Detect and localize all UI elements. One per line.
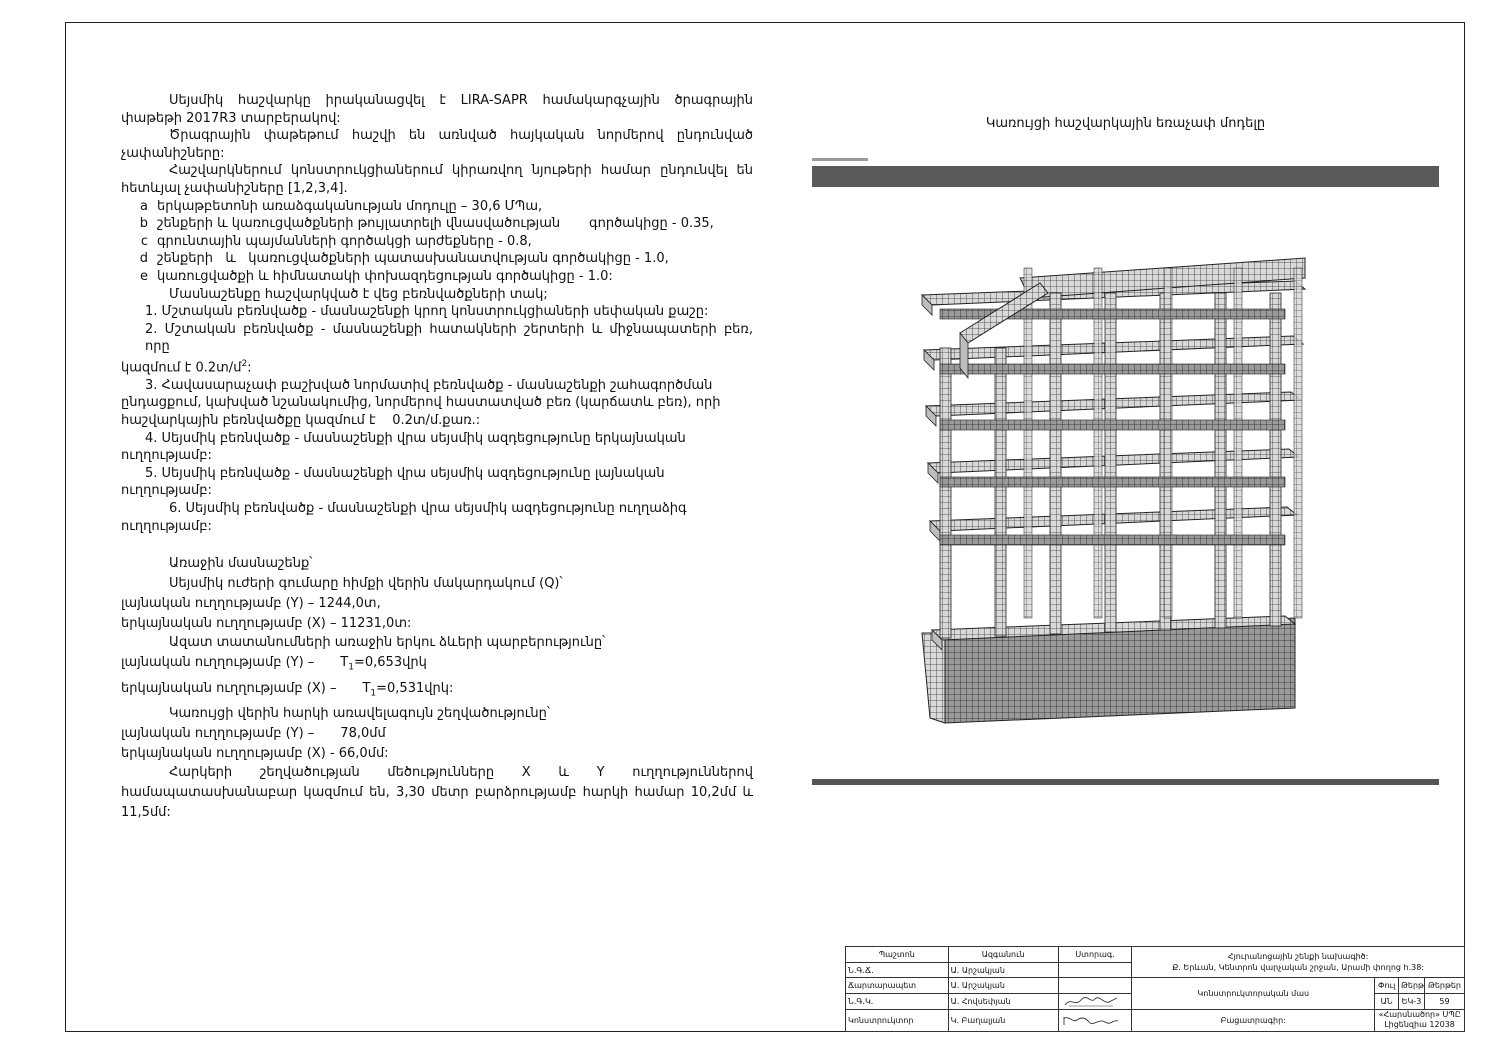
criterion-label: d <box>139 251 148 267</box>
criterion-text: շենքերի և կառուցվածքների պատասխանատվության գործակիցը - 1.0, <box>157 251 669 267</box>
signature-mark <box>1061 995 1121 1008</box>
row-name: Ա. Արշակյան <box>948 978 1058 994</box>
row-name: Ա. Արշակյան <box>948 962 1058 978</box>
row-position: Ճարտարապետ <box>846 978 949 994</box>
row-position: Ն.Գ.Կ. <box>846 994 949 1010</box>
calc-line-1: Հաշվարկներում կոնստրուկցիաներում կիրառվող նյութերի համար ընդունվել են <box>169 163 753 179</box>
intro-line-2: փաթեթի 2017R3 տարբերակով: <box>121 110 341 126</box>
calc-line-2: հետևյալ չափանիշները [1,2,3,4]. <box>121 180 348 196</box>
header-position: Պաշտոն <box>846 947 949 963</box>
column <box>1050 293 1061 634</box>
period-y-line <box>121 653 753 678</box>
floor-beam <box>940 364 1285 374</box>
company-cell <box>1375 1009 1465 1031</box>
back-column <box>1234 268 1242 618</box>
disp-y-label: լայնական ուղղությամբ (Y) – <box>121 725 315 741</box>
model-caption: Կառույցի հաշվարկային եռաչափ մոդելը <box>985 116 1266 131</box>
drift-line-2: համապատասխանաբար կազմում են, 3,30 մետր բարձրությամբ հարկի համար 10,2մմ և <box>121 785 753 801</box>
disp-y-line <box>121 724 753 744</box>
floor-beam <box>940 420 1285 430</box>
load-1: 1. Մշտական բեռնվածք - մասնաշենքի կրող կոնստրուկցիաների սեփական քաշը: <box>145 304 709 320</box>
disp-x-line: երկայնական ուղղությամբ (X) - 66,0մմ: <box>121 745 389 761</box>
criterion-label: e <box>140 268 148 284</box>
criterion-label: c <box>140 233 148 249</box>
criterion-text: կառուցվածքի և հիմնատակի փոխազդեցության գործակիցը - 1.0: <box>157 268 613 284</box>
row-signature <box>1058 978 1131 994</box>
period-y-sub: 1 <box>348 662 354 673</box>
load-2-end: : <box>247 360 252 376</box>
intro-line-1: Սեյսմիկ հաշվարկը իրականացվել է LIRA-SAPR համակարգչային ծրագրային <box>169 93 753 108</box>
back-column <box>1024 268 1032 618</box>
norms-line-1: Ծրագրային փաթեթում հաշվի են առնված հայկական նորմերով ընդունված <box>169 128 753 144</box>
period-x-line <box>121 679 753 704</box>
period-y-value: =0,653վրկ <box>353 655 427 671</box>
period-y-label: լայնական ուղղությամբ (Y) – <box>121 655 315 671</box>
company-name: «Հարսնածոր» ՍՊԸ <box>1378 1010 1461 1020</box>
header-sheets: Թերթեր <box>1424 978 1464 994</box>
criterion-label: b <box>139 216 148 232</box>
column <box>995 348 1006 636</box>
period-x-symbol: T <box>362 680 371 696</box>
first-block-heading: Առաջին մասնաշենք՝ <box>169 556 313 572</box>
row-position: Ն.Գ.Ճ. <box>846 962 949 978</box>
period-x-sub: 1 <box>370 688 377 699</box>
drift-line-3: 11,5մմ: <box>121 804 171 820</box>
load-3-line-2: ընդացքում, կախված նշանակումից, նորմերով հաստատված բեռ (կարճատև բեռ), որի <box>121 395 721 411</box>
project-title: Հյուրանոցային շենքի նախագիծ: <box>1227 952 1369 962</box>
header-signature: Ստորագ. <box>1058 947 1131 963</box>
disp-y-value: 78,0մմ <box>340 725 386 741</box>
drift-line-1: Հարկերի շեղվածության մեծությունները X և Y ուղղություններով <box>169 765 753 781</box>
back-column <box>1094 268 1102 618</box>
q-y-line: լայնական ուղղությամբ (Y) – 1244,0տ, <box>121 595 381 611</box>
notes-title: Բացատրագիր: <box>1132 1009 1375 1031</box>
sheet-value: ԵԿ-3 <box>1399 994 1425 1010</box>
signature-mark <box>1061 1014 1121 1027</box>
row-signature <box>1058 962 1131 978</box>
load-2-line-1: 2. Մշտական բեռնվածք - մասնաշենքի հատակների շերտերի և միջնապատերի բեռ, որը <box>145 321 753 355</box>
back-column <box>1294 268 1302 618</box>
row-position: Կոնստրուկտոր <box>846 1009 949 1031</box>
period-y-symbol: T <box>340 655 349 671</box>
row-name: Կ. Բաղալյան <box>948 1009 1058 1031</box>
row-signature <box>1058 1009 1131 1031</box>
criterion-item <box>121 215 753 233</box>
criterion-item <box>121 198 753 216</box>
load-3-line-1: 3. Հավասարաչափ բաշխված նորմատիվ բեռնվածք - մասնաշենքի շահագործման <box>145 377 713 393</box>
header-sheet: Թերթ <box>1399 978 1425 994</box>
explanatory-text <box>121 92 753 823</box>
load-2-superscript: 2 <box>241 358 248 369</box>
back-column <box>1164 268 1172 618</box>
norms-line-2: չափանիշները: <box>121 145 225 161</box>
header-name: Ազգանուն <box>948 947 1058 963</box>
load-6-line-1: 6. Սեյսմիկ բեռնվածք - մասնաշենքի վրա սեյսմիկ ազդեցությունը ուղղաձիգ <box>169 500 687 516</box>
floor-beam <box>940 535 1285 545</box>
sheets-value: 59 <box>1424 994 1464 1010</box>
criterion-text: երկաթբետոնի առաձգականության մոդուլը – 30,6 ՄՊա, <box>157 198 543 214</box>
loads-intro: Մասնաշենքը հաշվարկված է վեց բեռնվածքների տակ; <box>169 286 548 302</box>
row-signature <box>1058 994 1131 1010</box>
periods-heading: Ազատ տատանումների առաջին երկու ձևերի պարբերությունը՝ <box>169 635 606 651</box>
load-6-line-2: ուղղությամբ: <box>121 518 212 534</box>
load-4-line-2: ուղղությամբ: <box>121 448 212 464</box>
load-2-value: կազմում է 0.2տ/մ <box>121 360 242 376</box>
floor-beam <box>940 477 1285 487</box>
row-name: Ա. Հովսեփյան <box>948 994 1058 1010</box>
project-title-cell <box>1132 947 1465 978</box>
project-address: Ք. Երևան, Կենտրոն վարչական շրջան, Արամի փողոց h.38: <box>1172 963 1424 973</box>
load-4-line-1: 4. Սեյսմիկ բեռնվածք - մասնաշենքի վրա սեյսմիկ ազդեցությունը երկայնական <box>145 430 686 446</box>
criterion-text: շենքերի և կառուցվածքների թույլատրելի վնասվածության գործակիցը - 0.35, <box>157 216 714 232</box>
column <box>1270 293 1281 626</box>
top-displacement-heading: Կառույցի վերին հարկի առավելագույն շեղվածությունը՝ <box>169 705 550 721</box>
column <box>1105 293 1116 632</box>
criterion-item <box>121 233 753 251</box>
model-frame <box>922 258 1305 723</box>
building-3d-model <box>900 238 1310 728</box>
viewport-toolbar-strip <box>812 158 868 161</box>
load-2-line-2 <box>121 356 753 377</box>
period-x-value: =0,531վրկ: <box>376 680 454 696</box>
section-name: Կոնստրուկտորական մաս <box>1132 978 1375 1009</box>
criterion-item <box>121 268 753 286</box>
phase-value: ԱՆ <box>1375 994 1399 1010</box>
seismic-sum-heading: Սեյսմիկ ուժերի գումարը հիմքի վերին մակարդակում (Q)՝ <box>169 575 563 591</box>
criterion-item <box>121 250 753 268</box>
period-x-label: երկայնական ուղղությամբ (X) – <box>121 680 337 696</box>
load-5-line-1: 5. Սեյսմիկ բեռնվածք - մասնաշենքի վրա սեյսմիկ ազդեցությունը լայնական <box>145 465 665 481</box>
viewport-top-bar <box>812 166 1439 187</box>
criterion-text: գրունտային պայմանների գործակցի արժեքները - 0.8, <box>157 233 532 249</box>
title-block <box>845 946 1465 1032</box>
viewport-bottom-bar <box>812 779 1439 785</box>
load-3-line-3: հաշվարկային բեռնվածքը կազմում է 0.2տ/մ.քառ.: <box>121 413 481 429</box>
criterion-label: a <box>140 198 148 214</box>
company-license: Լիցենզիա 12038 <box>1384 1020 1455 1030</box>
column <box>1215 293 1226 628</box>
header-phase: Փուլ <box>1375 978 1399 994</box>
load-5-line-2: ուղղությամբ: <box>121 483 212 499</box>
q-x-line: երկայնական ուղղությամբ (X) – 11231,0տ: <box>121 615 412 631</box>
column <box>940 348 951 638</box>
